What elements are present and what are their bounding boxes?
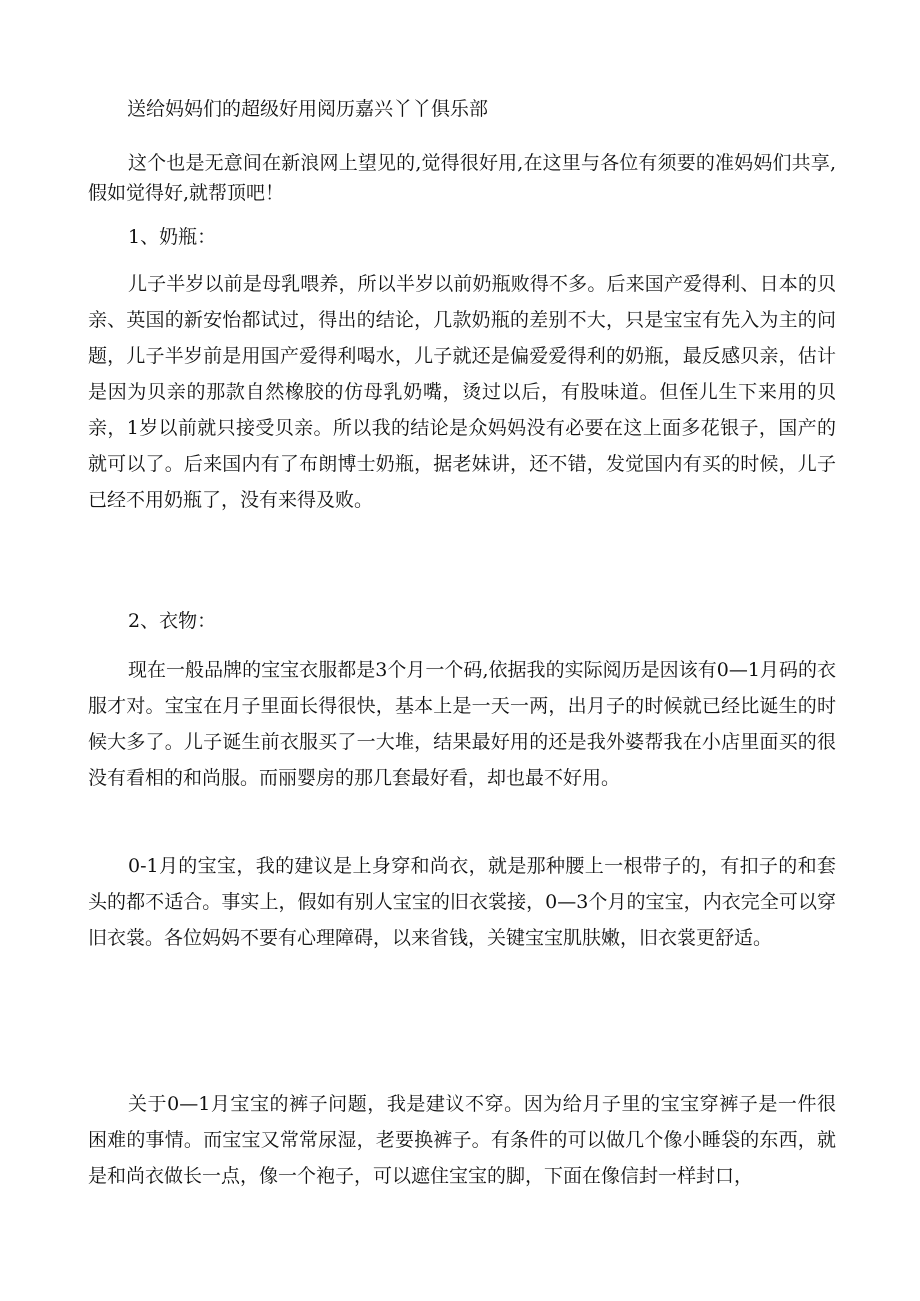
paragraph-bottles: 儿子半岁以前是母乳喂养，所以半岁以前奶瓶败得不多。后来国产爱得利、日本的贝亲、英国的新安怡都试过，得出的结论，几款奶瓶的差别不大，只是宝宝有先入为主的问题，儿子半岁前是用国产爱得利喝水，儿子就还是偏爱爱得利的奶瓶，最反感贝亲，估计是因为贝亲的那款自然橡胶的仿母乳奶嘴，烫过以后，有股味道。但侄儿生下来用的贝亲，1岁以前就只接受贝亲。所以我的结论是众妈妈没有必要在这上面多花银子，国产的就可以了。后来国内有了布朗博士奶瓶，据老妹讲，还不错，发觉国内有买的时候，儿子已经不用奶瓶了，没有来得及败。 [88, 273, 836, 511]
paragraph-clothes-sizes: 现在一般品牌的宝宝衣服都是3个月一个码,依据我的实际阅历是因该有0—1月码的衣服才对。宝宝在月子里面长得很快，基本上是一天一两，出月子的时候就已经比诞生的时候大多了。儿子诞生前衣服买了一大堆，结果最好用的还是我外婆帮我在小店里面买的很没有看相的和尚服。而丽婴房的那几套最好看，却也最不好用。 [88, 659, 836, 789]
section-heading-bottles: 1、奶瓶： [128, 226, 217, 248]
intro-paragraph: 这个也是无意间在新浪网上望见的,觉得很好用,在这里与各位有须要的准妈妈们共享,假如觉得好,就帮顶吧！ [88, 152, 836, 204]
paragraph-clothes-pants: 关于0—1月宝宝的裤子问题，我是建议不穿。因为给月子里的宝宝穿裤子是一件很困难的事情。而宝宝又常常尿湿，老要换裤子。有条件的可以做几个像小睡袋的东西，就是和尚衣做长一点，像一个袍子，可以遮住宝宝的脚，下面在像信封一样封口， [88, 1093, 836, 1187]
section-heading-clothes: 2、衣物： [128, 610, 217, 632]
paragraph-clothes-monk-shirt: 0-1月的宝宝，我的建议是上身穿和尚衣，就是那种腰上一根带子的，有扣子的和套头的都不适合。事实上，假如有别人宝宝的旧衣裳接，0—3个月的宝宝，内衣完全可以穿旧衣裳。各位妈妈不要有心理障碍，以来省钱，关键宝宝肌肤嫩，旧衣裳更舒适。 [88, 855, 836, 949]
document-title: 送给妈妈们的超级好用阅历嘉兴丫丫俱乐部 [127, 98, 489, 120]
